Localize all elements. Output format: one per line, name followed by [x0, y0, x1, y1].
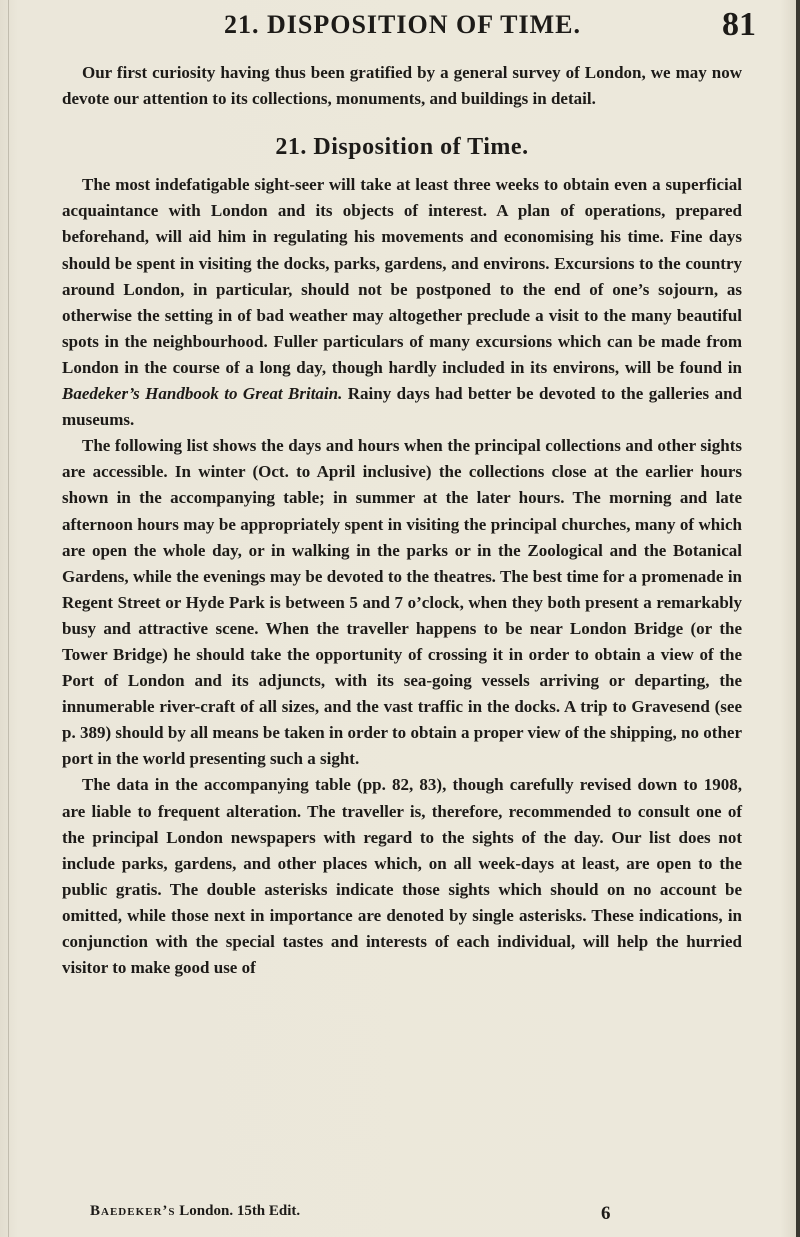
- body-text: [62, 60, 742, 981]
- paragraph-1-text-a: The most indefatigable sight-seer will take at least three weeks to obtain even a superficial acquaintance with London and its objects of interest. A plan of operations, prepared beforehand, will aid him in regulating his movements and economising his time. Fine days should be spent in visiting the docks, parks, gardens, and environs. Excursions to the country around London, in particular, should not be postponed to the end of one’s sojourn, as otherwise the setting in of bad weather may altogether preclude a visit to the many beautiful spots in the neighbourhood. Fuller particulars of many excursions which can be made from London in the course of a long day, though hardly included in its environs, will be found in: [62, 175, 742, 377]
- paragraph-1-text-b: Rainy days had better be devoted to the galleries and museums.: [62, 384, 742, 430]
- footer-imprint: [90, 1203, 710, 1220]
- footer-imprint-publisher: Baedeker’s: [90, 1203, 176, 1219]
- footer-imprint-edition: London. 15th Edit.: [175, 1203, 301, 1219]
- paragraph-3: The data in the accompanying table (pp. 82, 83), though carefully revised down to 1908, are liable to frequent alteration. The traveller is, therefore, recommended to consult one of the principal London newspapers with regard to the sights of the day. Our list does not include parks, gardens, and other places which, on all week-days at least, are open to the public gratis. The double asterisks indicate those sights which should on no account be omitted, while those next in importance are denoted by single asterisks. These indications, in conjunction with the special tastes and interests of each individual, will help the hurried visitor to make good use of: [62, 775, 742, 978]
- paragraph-2: The following list shows the days and hours when the principal collections and other sights are accessible. In winter (Oct. to April inclusive) the collections close at the earlier hours shown in the accompanying table; in summer at the later hours. The morning and late afternoon hours may be appropriately spent in visiting the principal churches, many of which are open the whole day, or in walking in the parks or in the Zoological and the Botanical Gardens, while the evenings may be devoted to the theatres. The best time for a promenade in Regent Street or Hyde Park is between 5 and 7 o’clock, when they both present a remarkably busy and attractive scene. When the traveller happens to be near London Bridge (or the Tower Bridge) he should take the opportunity of crossing it in order to obtain a view of the Port of London and its adjuncts, with its sea-going vessels arriving or departing, the innumerable river-craft of all sizes, and the vast traffic in the docks. A trip to Gravesend (see p. 389) should by all means be taken in order to obtain a proper view of the shipping, no other port in the world presenting such a sight.: [62, 436, 742, 769]
- signature-mark: 6: [601, 1203, 611, 1224]
- running-head: 21. DISPOSITION OF TIME.: [224, 10, 582, 39]
- page-gutter-shadow: [8, 0, 9, 1237]
- page-right-edge: [796, 0, 800, 1237]
- page-number: 81: [722, 6, 756, 43]
- handbook-title: Baedeker’s Handbook to Great Britain.: [62, 384, 343, 404]
- intro-paragraph: Our first curiosity having thus been gratified by a general survey of London, we may now devote our attention to its collections, monuments, and buildings in detail.: [62, 63, 742, 109]
- section-heading: 21. Disposition of Time.: [275, 134, 529, 161]
- paragraph-1: [62, 172, 742, 433]
